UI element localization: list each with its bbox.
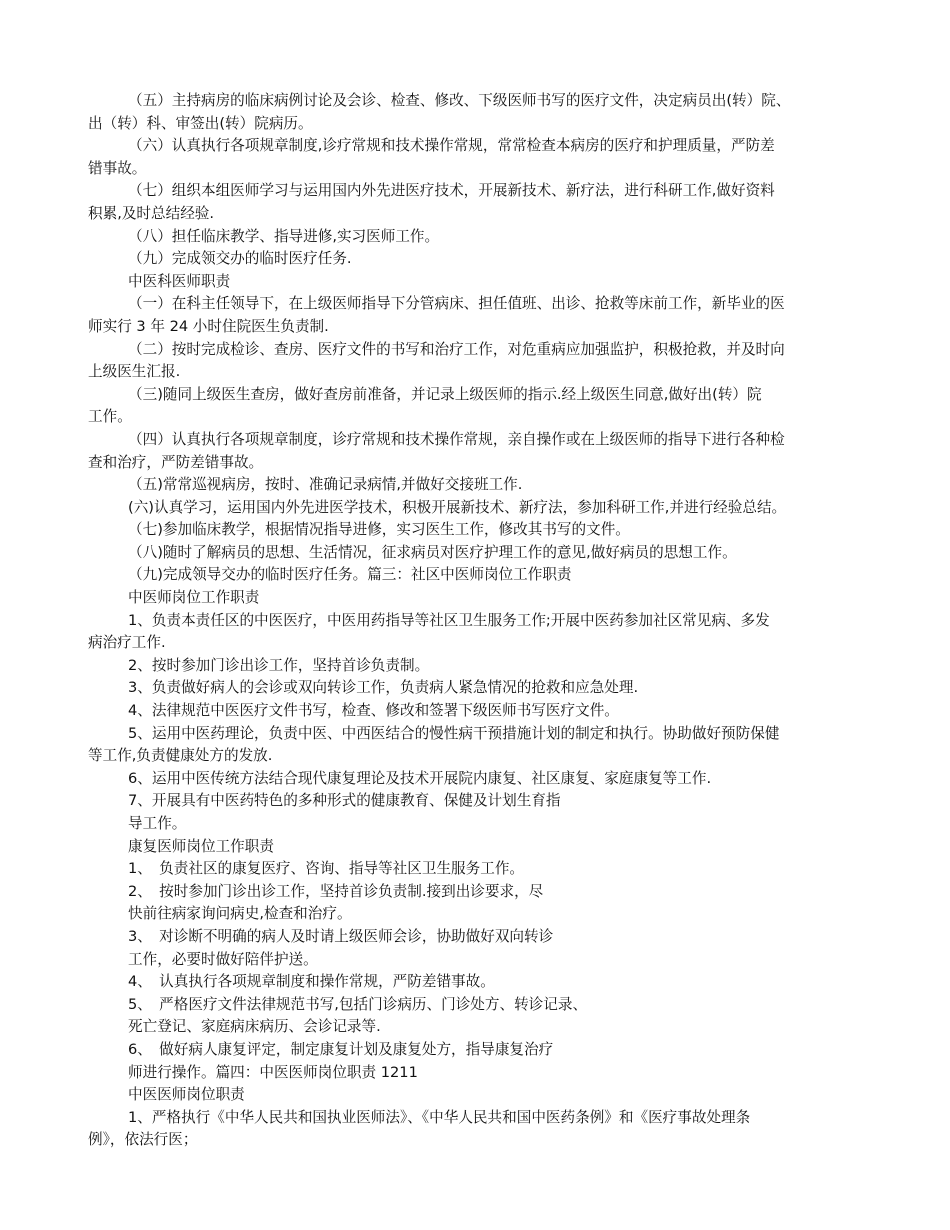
text-line: （九）完成领交办的临时医疗任务. (128, 250, 352, 268)
text-line: 1、严格执行《中华人民共和国执业医师法》、《中华人民共和国中医药条例》和《医疗事故处理条 (128, 1108, 751, 1126)
text-line: 积累,及时总结经验. (88, 204, 215, 222)
text-line: 死亡登记、家庭病床病历、会诊记录等. (128, 1018, 381, 1036)
text-line: 上级医生汇报. (88, 363, 181, 381)
text-line: 6、运用中医传统方法结合现代康复理论及技术开展院内康复、社区康复、家庭康复等工作. (128, 769, 712, 787)
text-line: 4、法律规范中医医疗文件书写，检查、修改和签署下级医师书写医疗文件。 (128, 702, 619, 720)
text-line: 5、 严格医疗文件法律规范书写,包括门诊病历、门诊处方、转诊记录、 (128, 995, 588, 1013)
text-line: 等工作,负责健康处方的发放. (88, 747, 273, 765)
text-line: 错事故。 (88, 159, 147, 177)
text-line: 中医师岗位工作职责 (128, 589, 260, 607)
text-line: （八）担任临床教学、指导进修,实习医师工作。 (128, 227, 440, 245)
text-line: （一）在科主任领导下，在上级医师指导下分管病床、担任值班、出诊、抢救等床前工作，新毕业的医 (128, 295, 785, 313)
text-line: （七)参加临床教学，根据情况指导进修，实习医生工作，修改其书写的文件。 (128, 521, 630, 539)
text-line: （七）组织本组医师学习与运用国内外先进医疗技术，开展新技术、新疗法，进行科研工作,做好资料 (128, 182, 775, 200)
text-line: 3、负责做好病人的会诊或双向转诊工作，负责病人紧急情况的抢救和应急处理. (128, 679, 639, 697)
text-line: 2、 按时参加门诊出诊工作，坚持首诊负责制.接到出诊要求，尽 (128, 882, 544, 900)
text-line: 中医科医师职责 (128, 272, 231, 290)
text-line: 1、负责本责任区的中医医疗，中医用药指导等社区卫生服务工作;开展中医药参加社区常见病、多发 (128, 611, 770, 629)
text-line: 康复医师岗位工作职责 (128, 837, 274, 855)
text-line: 导工作。 (128, 815, 187, 832)
text-line: （四）认真执行各项规章制度，诊疗常规和技术操作常规，亲自操作或在上级医师的指导下进行各种检 (128, 430, 785, 448)
text-line: 1、 负责社区的康复医疗、咨询、指导等社区卫生服务工作。 (128, 860, 525, 878)
text-line: 病治疗工作. (88, 634, 166, 652)
text-line: 例》，依法行医； (88, 1131, 198, 1149)
text-line: （五）主持病房的临床病例讨论及会诊、检查、修改、下级医师书写的医疗文件，决定病员出(转）院、 (128, 92, 791, 109)
text-line: 快前往病家询问病史,检查和治疗。 (128, 905, 352, 923)
text-line: 师进行操作。篇四：中医医师岗位职责 1211 (128, 1063, 418, 1081)
text-line: 7、开展具有中医药特色的多种形式的健康教育、保健及计划生育指 (128, 792, 561, 810)
text-line: 4、 认真执行各项规章制度和操作常规，严防差错事故。 (128, 973, 495, 991)
text-line: （二）按时完成检诊、查房、医疗文件的书写和治疗工作，对危重病应加强监护，积极抢救，并及时向 (128, 340, 785, 358)
text-line: 3、 对诊断不明确的病人及时请上级医师会诊，协助做好双向转诊 (128, 927, 554, 945)
text-line: 师实行 3 年 24 小时住院医生负责制. (88, 317, 329, 335)
text-line: 6、 做好病人康复评定，制定康复计划及康复处方，指导康复治疗 (128, 1040, 554, 1058)
text-line: 工作。 (88, 408, 132, 426)
document-body (88, 90, 868, 1152)
text-line: 中医医师岗位职责 (128, 1086, 245, 1104)
text-line: 2、按时参加门诊出诊工作，坚持首诊负责制。 (128, 656, 430, 674)
text-line: (六)认真学习，运用国内外先进医学技术，积极开展新技术、新疗法，参加科研工作,并进行经验总结。 (128, 498, 787, 516)
text-line: 工作，必要时做好陪伴护送。 (128, 950, 318, 968)
text-line: （六）认真执行各项规章制度,诊疗常规和技术操作常规，常常检查本病房的医疗和护理质量，严防差 (128, 137, 775, 155)
text-line: （九)完成领导交办的临时医疗任务。篇三：社区中医师岗位工作职责 (128, 566, 572, 584)
text-line: 5、运用中医药理论，负责中医、中西医结合的慢性病干预措施计划的制定和执行。协助做好预防保健 (128, 724, 780, 742)
text-line: 出（转）科、审签出(转）院病历。 (88, 114, 313, 132)
text-line: （五)常常巡视病房，按时、准确记录病情,并做好交接班工作. (128, 476, 523, 494)
text-line: （八)随时了解病员的思想、生活情况，征求病员对医疗护理工作的意见,做好病员的思想工作。 (128, 543, 737, 561)
text-line: （三)随同上级医生查房，做好查房前准备，并记录上级医师的指示.经上级医生同意,做好出(转）院 (128, 385, 762, 403)
text-line: 查和治疗，严防差错事故。 (88, 453, 264, 471)
